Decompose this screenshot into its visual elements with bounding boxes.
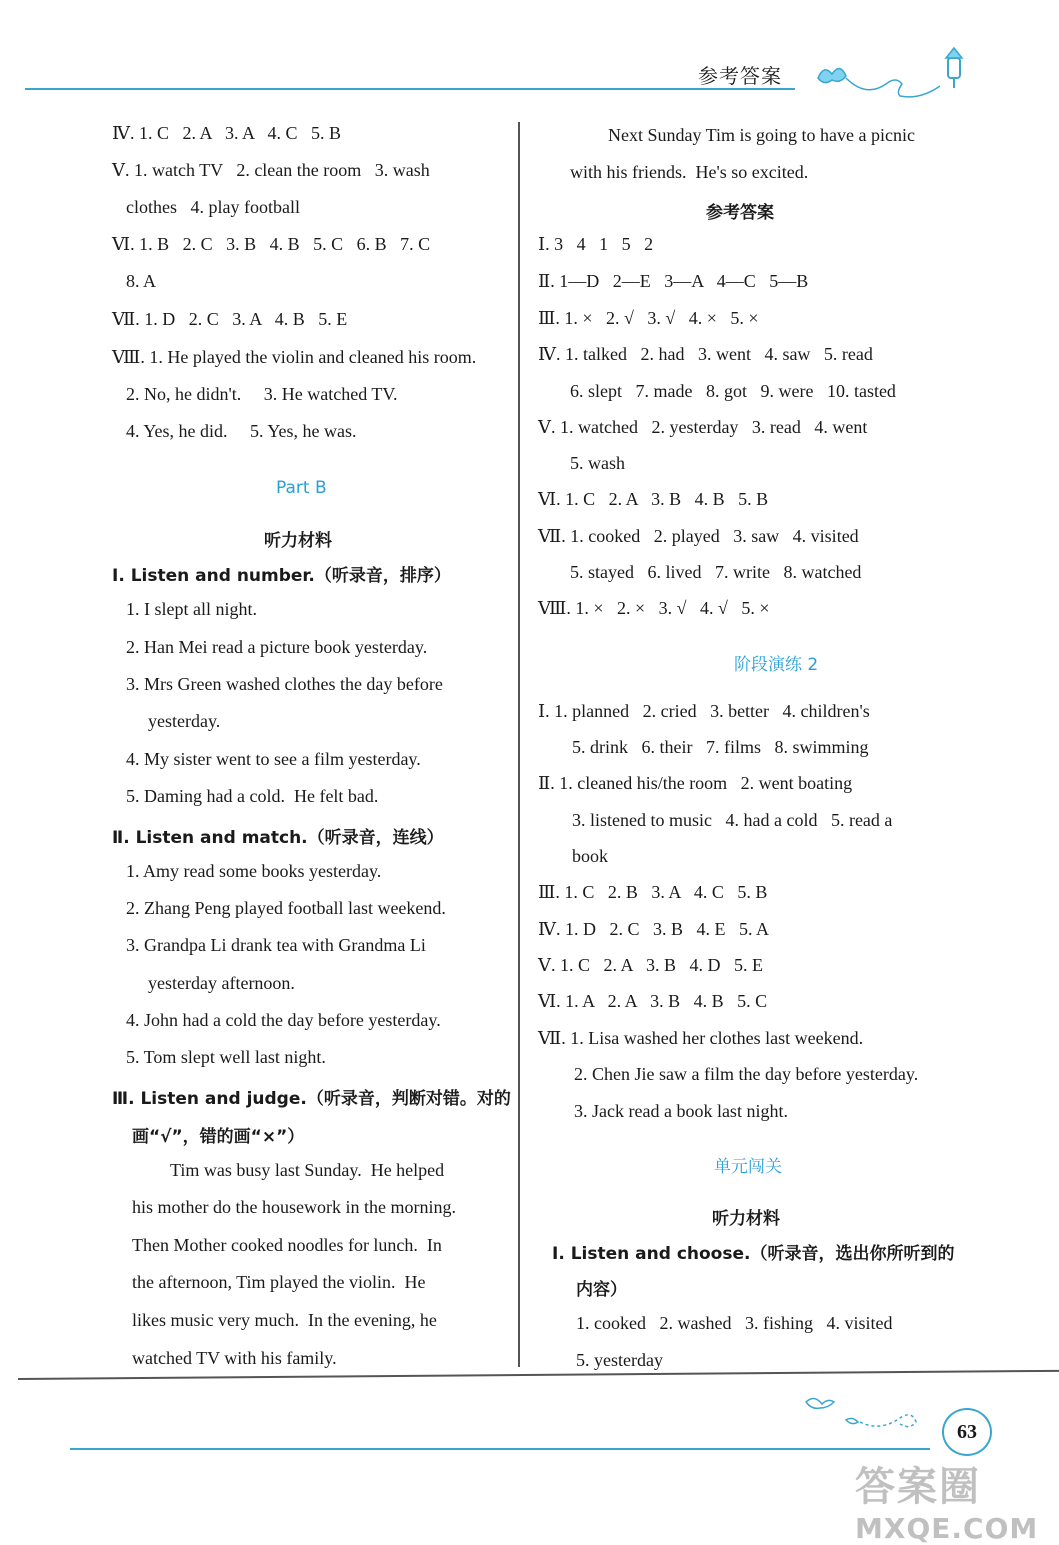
answer-line: 5. stayed 6. lived 7. write 8. watched: [570, 562, 862, 582]
answer-line: 3. Grandpa Li drank tea with Grandma Li: [126, 935, 426, 955]
answer-line: Ⅵ. 1. A 2. A 3. B 4. B 5. C: [538, 991, 768, 1011]
answer-line: with his friends. He's so excited.: [570, 162, 809, 182]
header-rule: [25, 88, 795, 90]
answer-line: watched TV with his family.: [132, 1348, 337, 1368]
answer-line: Tim was busy last Sunday. He helped: [170, 1160, 445, 1180]
watermark: [855, 1455, 1038, 1545]
watermark-line-1: 答案圈: [855, 1464, 981, 1510]
answer-line: Ⅶ. 1. D 2. C 3. A 4. B 5. E: [112, 309, 348, 329]
answer-line: Ⅱ. 1. cleaned his/the room 2. went boating: [538, 773, 853, 793]
footer-blue-rule: [70, 1448, 930, 1450]
answer-line: Ⅴ. 1. watched 2. yesterday 3. read 4. went: [538, 417, 868, 437]
answer-line: 1. Amy read some books yesterday.: [126, 861, 382, 881]
exercise-heading: Ⅱ. Listen and match.（听录音，连线）: [112, 828, 444, 848]
answer-line: clothes 4. play football: [126, 197, 300, 217]
answer-line: Ⅴ. 1. C 2. A 3. B 4. D 5. E: [538, 955, 764, 975]
exercise-heading: Ⅰ. Listen and choose.（听录音，选出你所听到的: [552, 1244, 955, 1264]
answer-line: 3. Mrs Green washed clothes the day before: [126, 674, 443, 694]
page-number: 63: [942, 1408, 992, 1456]
answer-line: Ⅳ. 1. D 2. C 3. B 4. E 5. A: [538, 919, 769, 939]
answer-line: 5. Daming had a cold. He felt bad.: [126, 786, 379, 806]
answer-line: Ⅰ. 3 4 1 5 2: [538, 234, 654, 254]
answer-line: 4. My sister went to see a film yesterday.: [126, 749, 421, 769]
answer-line: 5. Tom slept well last night.: [126, 1047, 326, 1067]
answer-line: Then Mother cooked noodles for lunch. In: [132, 1235, 442, 1255]
answer-line: 1. I slept all night.: [126, 599, 257, 619]
answer-line: 4. John had a cold the day before yesterday.: [126, 1010, 441, 1030]
answer-line: Ⅷ. 1. × 2. × 3. √ 4. √ 5. ×: [538, 598, 770, 618]
subsection-title: 参考答案: [706, 203, 774, 223]
answer-line: Ⅱ. 1—D 2—E 3—A 4—C 5—B: [538, 271, 809, 291]
subsection-title: 听力材料: [712, 1209, 780, 1229]
answer-line: 5. drink 6. their 7. films 8. swimming: [572, 737, 869, 757]
answer-line: Ⅲ. 1. C 2. B 3. A 4. C 5. B: [538, 882, 768, 902]
answer-line: yesterday afternoon.: [148, 973, 295, 993]
answer-line: Ⅷ. 1. He played the violin and cleaned his room.: [112, 347, 477, 367]
answer-line: 2. No, he didn't. 3. He watched TV.: [126, 384, 398, 404]
answer-line: Ⅵ. 1. B 2. C 3. B 4. B 5. C 6. B 7. C: [112, 234, 431, 254]
exercise-heading: 内容）: [576, 1280, 627, 1300]
answer-line: Ⅳ. 1. C 2. A 3. A 4. C 5. B: [112, 123, 342, 143]
answer-line: 3. Jack read a book last night.: [574, 1101, 788, 1121]
answer-line: Ⅶ. 1. Lisa washed her clothes last weekend.: [538, 1028, 864, 1048]
answer-line: 5. yesterday: [576, 1350, 663, 1370]
footer-rule: [18, 1370, 1059, 1380]
exercise-heading: 画“√”，错的画“×”）: [132, 1127, 305, 1147]
answer-line: likes music very much. In the evening, he: [132, 1310, 437, 1330]
answer-line: 2. Zhang Peng played football last weekend.: [126, 898, 446, 918]
answer-line: book: [572, 846, 608, 866]
exercise-heading: Ⅲ. Listen and judge.（听录音，判断对错。对的: [112, 1089, 511, 1109]
answer-line: 8. A: [126, 271, 157, 291]
exercise-heading: Ⅰ. Listen and number.（听录音，排序）: [112, 566, 451, 586]
answer-line: Ⅲ. 1. × 2. √ 3. √ 4. × 5. ×: [538, 308, 759, 328]
answer-line: Ⅵ. 1. C 2. A 3. B 4. B 5. B: [538, 489, 769, 509]
answer-line: Ⅴ. 1. watch TV 2. clean the room 3. wash: [112, 160, 430, 180]
answer-line: 2. Chen Jie saw a film the day before yesterday.: [574, 1064, 919, 1084]
answer-line: 2. Han Mei read a picture book yesterday.: [126, 637, 428, 657]
answer-line: 1. cooked 2. washed 3. fishing 4. visited: [576, 1313, 893, 1333]
answer-line: 6. slept 7. made 8. got 9. were 10. tasted: [570, 381, 896, 401]
answer-line: his mother do the housework in the morning.: [132, 1197, 456, 1217]
answer-line: 5. wash: [570, 453, 625, 473]
bird-decoration-icon: [800, 1390, 950, 1440]
column-divider: [518, 122, 520, 1367]
answer-line: Ⅶ. 1. cooked 2. played 3. saw 4. visited: [538, 526, 859, 546]
section-title: 阶段演练 2: [734, 655, 819, 675]
answer-line: Ⅰ. 1. planned 2. cried 3. better 4. children's: [538, 701, 870, 721]
answer-line: Ⅳ. 1. talked 2. had 3. went 4. saw 5. read: [538, 344, 873, 364]
watermark-line-2: MXQE.COM: [855, 1512, 1039, 1545]
subsection-title: 听力材料: [264, 531, 332, 551]
answer-line: yesterday.: [148, 711, 221, 731]
answer-line: 3. listened to music 4. had a cold 5. read a: [572, 810, 893, 830]
section-title: 单元闯关: [714, 1157, 782, 1177]
answer-line: 4. Yes, he did. 5. Yes, he was.: [126, 421, 357, 441]
section-title: Part B: [276, 478, 327, 498]
answer-line: the afternoon, Tim played the violin. He: [132, 1272, 426, 1292]
page-header-title: 参考答案: [698, 64, 782, 88]
butterfly-lamp-decoration-icon: [800, 40, 980, 100]
answer-line: Next Sunday Tim is going to have a picnic: [608, 125, 915, 145]
